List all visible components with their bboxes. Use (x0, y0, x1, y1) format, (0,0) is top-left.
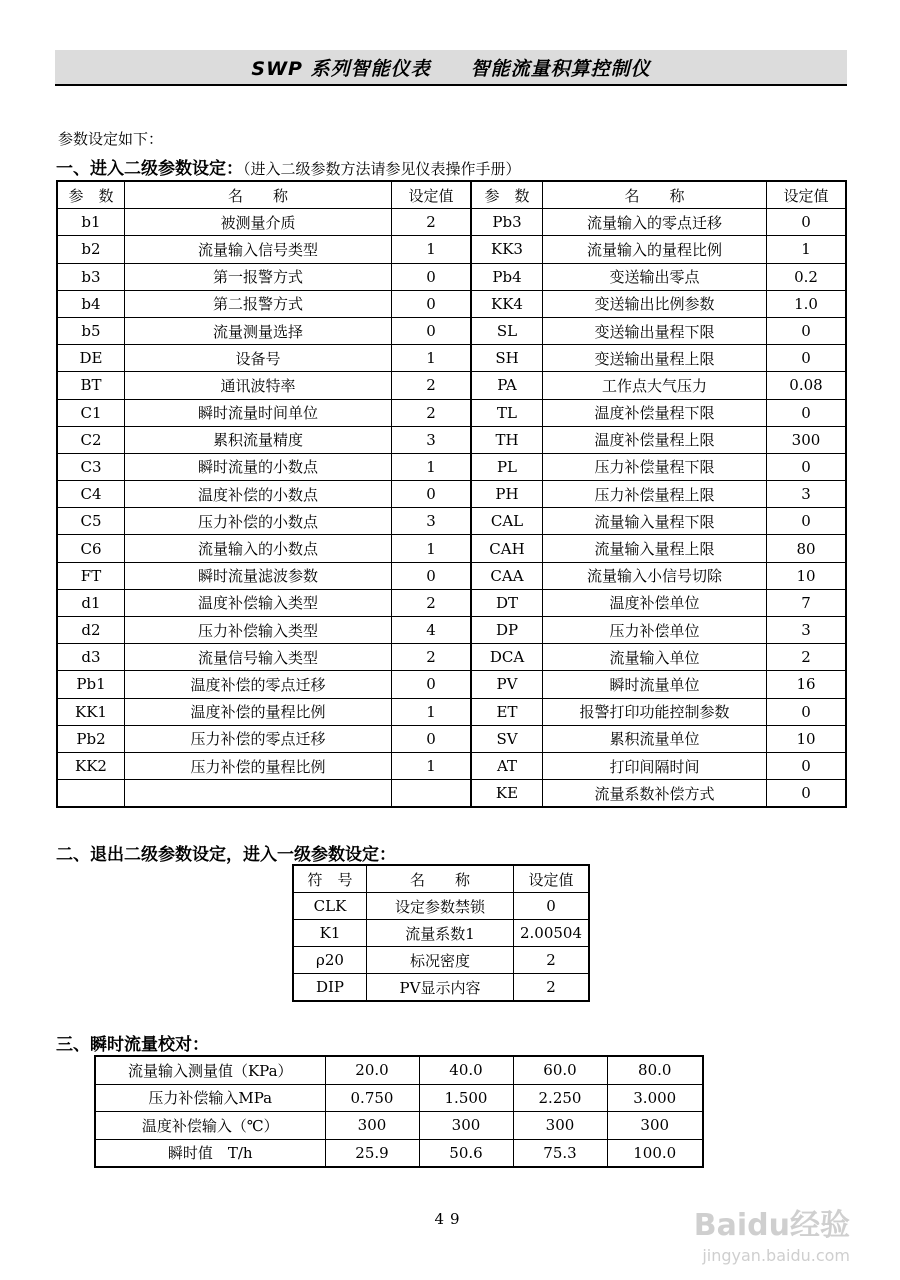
table-cell: 2 (392, 399, 472, 426)
table-cell: KK2 (57, 752, 125, 779)
table-cell: 0 (767, 780, 847, 808)
table-cell: 2 (392, 372, 472, 399)
col-header: 设定值 (767, 181, 847, 209)
table-row (57, 752, 846, 779)
table-cell: C3 (57, 453, 125, 480)
table-cell: 50.6 (419, 1139, 513, 1167)
table-cell: SH (471, 345, 543, 372)
table-cell: 温度补偿的零点迁移 (125, 671, 392, 698)
table-cell: 2 (392, 589, 472, 616)
table-row (95, 1139, 703, 1167)
table-cell: 300 (767, 426, 847, 453)
table-cell: 80 (767, 535, 847, 562)
table-cell: 温度补偿输入类型 (125, 589, 392, 616)
table-row (95, 1112, 703, 1140)
col-header: 设定值 (392, 181, 472, 209)
table-cell (125, 780, 392, 808)
table-cell: 流量输入的小数点 (125, 535, 392, 562)
series-title: SWP 系列智能仪表 (251, 57, 431, 80)
table-cell: 0 (767, 752, 847, 779)
table-cell: b2 (57, 236, 125, 263)
table-row (293, 893, 589, 920)
table-cell: CLK (293, 893, 367, 920)
table-row (57, 263, 846, 290)
table-cell: 变送输出零点 (543, 263, 767, 290)
table-cell: PV (471, 671, 543, 698)
table-cell: 300 (419, 1112, 513, 1140)
table-cell: CAH (471, 535, 543, 562)
table-row (57, 698, 846, 725)
table-cell: 1.0 (767, 290, 847, 317)
table-cell: b1 (57, 209, 125, 236)
table-cell: 2 (514, 974, 590, 1002)
table-cell: CAL (471, 508, 543, 535)
table-cell: 0 (392, 317, 472, 344)
table-cell: TL (471, 399, 543, 426)
table-cell: 瞬时流量单位 (543, 671, 767, 698)
table-cell: PV显示内容 (367, 974, 514, 1002)
table-cell: 流量输入的零点迁移 (543, 209, 767, 236)
table-cell: 0 (392, 671, 472, 698)
table-cell: 0 (392, 263, 472, 290)
table-row (57, 508, 846, 535)
table-cell: 2 (392, 209, 472, 236)
table-cell: 16 (767, 671, 847, 698)
table-cell: 0.08 (767, 372, 847, 399)
table-cell: 流量输入量程上限 (543, 535, 767, 562)
table-cell: 报警打印功能控制参数 (543, 698, 767, 725)
table-cell: 压力补偿单位 (543, 617, 767, 644)
table-cell: 1 (392, 752, 472, 779)
table-cell: 打印间隔时间 (543, 752, 767, 779)
table-cell: KE (471, 780, 543, 808)
table-cell: 工作点大气压力 (543, 372, 767, 399)
table-cell: SL (471, 317, 543, 344)
table-cell: 2.250 (513, 1084, 607, 1112)
flow-calibration-table (94, 1055, 704, 1168)
table-cell: K1 (293, 920, 367, 947)
table-cell: SV (471, 725, 543, 752)
table-cell: C2 (57, 426, 125, 453)
section3-title: 三、瞬时流量校对： (56, 1035, 209, 1055)
intro-text: 参数设定如下： (58, 130, 164, 148)
table-cell: 80.0 (607, 1056, 703, 1084)
table-cell: 100.0 (607, 1139, 703, 1167)
table-cell: KK3 (471, 236, 543, 263)
table-cell: 温度补偿输入（℃） (95, 1112, 325, 1140)
table-cell: 设备号 (125, 345, 392, 372)
table-cell: KK1 (57, 698, 125, 725)
table-header-row (57, 181, 846, 209)
table-row (57, 290, 846, 317)
product-title: 智能流量积算控制仪 (470, 57, 651, 80)
table-cell: 压力补偿量程上限 (543, 481, 767, 508)
table-cell: 流量测量选择 (125, 317, 392, 344)
table-cell: 第一报警方式 (125, 263, 392, 290)
table-cell: 25.9 (325, 1139, 419, 1167)
level2-params-table (56, 180, 847, 808)
table-cell: d2 (57, 617, 125, 644)
table-cell: 变送输出量程上限 (543, 345, 767, 372)
table-cell: 压力补偿量程下限 (543, 453, 767, 480)
table-row (57, 562, 846, 589)
col-header: 名 称 (543, 181, 767, 209)
table-cell: 0 (767, 345, 847, 372)
table-cell: 变送输出量程下限 (543, 317, 767, 344)
table-cell: C6 (57, 535, 125, 562)
table-cell: 0 (767, 698, 847, 725)
table-cell: 流量输入小信号切除 (543, 562, 767, 589)
baidu-jingyan-logo: Baidu经验 (693, 1208, 850, 1243)
table-cell: 3 (767, 617, 847, 644)
table-cell: 变送输出比例参数 (543, 290, 767, 317)
table-cell: 瞬时流量滤波参数 (125, 562, 392, 589)
page-number: 49 (434, 1210, 466, 1228)
col-header: 符 号 (293, 865, 367, 893)
table-cell: DIP (293, 974, 367, 1002)
table-cell: 0 (767, 209, 847, 236)
table-cell: 瞬时流量时间单位 (125, 399, 392, 426)
table-cell: 温度补偿的小数点 (125, 481, 392, 508)
table-cell: 3 (392, 508, 472, 535)
col-header: 参 数 (471, 181, 543, 209)
table-cell: b5 (57, 317, 125, 344)
table-cell: 流量输入的量程比例 (543, 236, 767, 263)
table-cell: 通讯波特率 (125, 372, 392, 399)
table-cell: 10 (767, 562, 847, 589)
table-cell: 2 (392, 644, 472, 671)
level1-params-table (292, 864, 590, 1002)
table-cell: 累积流量单位 (543, 725, 767, 752)
table-row (293, 974, 589, 1002)
table-row (57, 589, 846, 616)
table-cell: 1 (392, 535, 472, 562)
table-cell: 1 (767, 236, 847, 263)
col-header: 设定值 (514, 865, 590, 893)
table-cell: FT (57, 562, 125, 589)
table-cell: 温度补偿的量程比例 (125, 698, 392, 725)
table-row (95, 1056, 703, 1084)
table-cell: 1 (392, 698, 472, 725)
table-cell: 0 (767, 453, 847, 480)
table-cell: 流量输入信号类型 (125, 236, 392, 263)
table-cell: 压力补偿的零点迁移 (125, 725, 392, 752)
table-cell: PL (471, 453, 543, 480)
table-cell: 2 (767, 644, 847, 671)
table-cell: DP (471, 617, 543, 644)
table-cell: 压力补偿输入MPa (95, 1084, 325, 1112)
table-cell: 压力补偿的量程比例 (125, 752, 392, 779)
table-cell: 温度补偿量程上限 (543, 426, 767, 453)
table-row (57, 617, 846, 644)
table-cell: 4 (392, 617, 472, 644)
table-cell: 40.0 (419, 1056, 513, 1084)
table-row (57, 780, 846, 808)
table-cell (392, 780, 472, 808)
table-cell: 压力补偿的小数点 (125, 508, 392, 535)
table-cell: 标况密度 (367, 947, 514, 974)
table-cell: 0 (392, 290, 472, 317)
table-row (57, 426, 846, 453)
table-cell: 1 (392, 345, 472, 372)
table-cell: 1 (392, 453, 472, 480)
table-row (57, 535, 846, 562)
table-cell: Pb4 (471, 263, 543, 290)
table-cell: 0 (392, 562, 472, 589)
table-cell: 0.750 (325, 1084, 419, 1112)
table-cell: 流量输入测量值（KPa） (95, 1056, 325, 1084)
table-row (57, 671, 846, 698)
table-cell: 第二报警方式 (125, 290, 392, 317)
table-cell: 0 (767, 317, 847, 344)
table-row (57, 725, 846, 752)
table-cell: 流量信号输入类型 (125, 644, 392, 671)
table-cell: 0.2 (767, 263, 847, 290)
table-cell: ET (471, 698, 543, 725)
section2-title: 二、退出二级参数设定，进入一级参数设定： (56, 845, 396, 865)
table-row (57, 372, 846, 399)
table-cell: 3 (392, 426, 472, 453)
table-cell: 瞬时流量的小数点 (125, 453, 392, 480)
table-row (57, 317, 846, 344)
table-cell: 1 (392, 236, 472, 263)
table-cell: 压力补偿输入类型 (125, 617, 392, 644)
page-header (55, 50, 847, 86)
table-cell: DT (471, 589, 543, 616)
table-cell: DE (57, 345, 125, 372)
table-cell: 300 (607, 1112, 703, 1140)
table-cell: PH (471, 481, 543, 508)
table-row (57, 481, 846, 508)
table-cell: 流量输入量程下限 (543, 508, 767, 535)
table-header-row (293, 865, 589, 893)
table-cell: CAA (471, 562, 543, 589)
table-cell: 被测量介质 (125, 209, 392, 236)
table-cell: 温度补偿单位 (543, 589, 767, 616)
table-cell: 2 (514, 947, 590, 974)
table-cell: 0 (767, 399, 847, 426)
col-header: 名 称 (125, 181, 392, 209)
watermark (694, 1200, 850, 1265)
table-cell: 7 (767, 589, 847, 616)
table-cell: 瞬时值 T/h (95, 1139, 325, 1167)
table-cell: 0 (392, 725, 472, 752)
table-cell: d1 (57, 589, 125, 616)
table-cell: 10 (767, 725, 847, 752)
table-row (95, 1084, 703, 1112)
table-cell: AT (471, 752, 543, 779)
section1-heading (56, 154, 521, 179)
table-cell: C1 (57, 399, 125, 426)
table-cell: 300 (513, 1112, 607, 1140)
table-row (57, 644, 846, 671)
table-cell: d3 (57, 644, 125, 671)
table-cell: 75.3 (513, 1139, 607, 1167)
table-cell: 300 (325, 1112, 419, 1140)
table-cell: 1.500 (419, 1084, 513, 1112)
table-cell: 0 (514, 893, 590, 920)
col-header: 参 数 (57, 181, 125, 209)
table-cell: Pb1 (57, 671, 125, 698)
table-row (57, 453, 846, 480)
table-cell: KK4 (471, 290, 543, 317)
table-row (293, 947, 589, 974)
table-cell: b3 (57, 263, 125, 290)
table-row (57, 236, 846, 263)
table-cell: b4 (57, 290, 125, 317)
table-cell: 20.0 (325, 1056, 419, 1084)
table-cell: 3 (767, 481, 847, 508)
col-header: 名 称 (367, 865, 514, 893)
table-cell: BT (57, 372, 125, 399)
table-cell: C4 (57, 481, 125, 508)
table-cell: ρ20 (293, 947, 367, 974)
table-cell: 60.0 (513, 1056, 607, 1084)
table-cell: 累积流量精度 (125, 426, 392, 453)
table-cell: Pb3 (471, 209, 543, 236)
table-cell: PA (471, 372, 543, 399)
table-cell: 流量输入单位 (543, 644, 767, 671)
table-cell: Pb2 (57, 725, 125, 752)
table-row (57, 209, 846, 236)
table-row (293, 920, 589, 947)
section1-note: （进入二级参数方法请参见仪表操作手册） (243, 160, 521, 178)
table-cell: 0 (767, 508, 847, 535)
table-cell: 3.000 (607, 1084, 703, 1112)
table-cell: 设定参数禁锁 (367, 893, 514, 920)
table-cell: 流量系数补偿方式 (543, 780, 767, 808)
watermark-site: jingyan.baidu.com (702, 1246, 850, 1265)
table-cell: 温度补偿量程下限 (543, 399, 767, 426)
table-cell: DCA (471, 644, 543, 671)
table-cell: 0 (392, 481, 472, 508)
table-row (57, 345, 846, 372)
table-cell: C5 (57, 508, 125, 535)
table-row (57, 399, 846, 426)
table-cell: 2.00504 (514, 920, 590, 947)
table-cell: 流量系数1 (367, 920, 514, 947)
section1-title: 一、进入二级参数设定： (56, 159, 243, 179)
table-cell: TH (471, 426, 543, 453)
table-cell (57, 780, 125, 808)
